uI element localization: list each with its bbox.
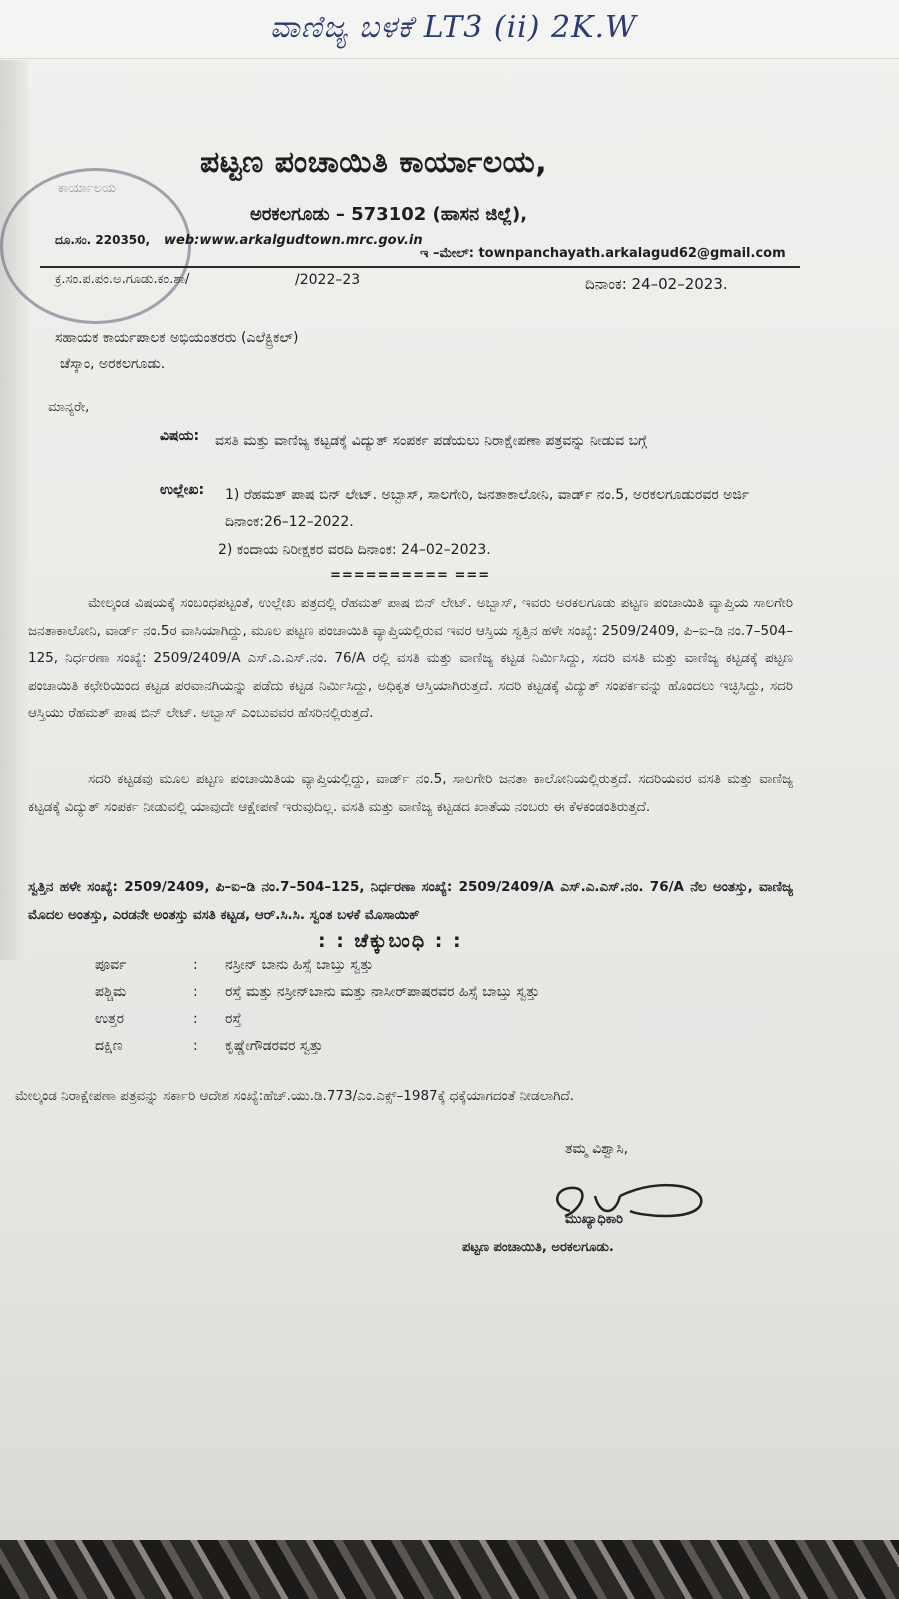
reference-year: /2022–23: [295, 272, 361, 288]
subject-label: ವಿಷಯ:: [160, 428, 200, 444]
header-divider: [40, 266, 800, 268]
email: ಇ –ಮೇಲ್: townpanchayath.arkalagud62@gmail.com: [420, 246, 786, 261]
top-paper-strip: [0, 0, 899, 59]
signatory-title: ಮುಖ್ಯಾಧಿಕಾರಿ: [565, 1212, 624, 1227]
phone-number: ದೂ.ಸಂ. 220350,: [55, 233, 151, 247]
boundary-direction: ದಕ್ಷಿಣ: [95, 1038, 123, 1054]
boundary-direction: ಪೂರ್ವ: [95, 957, 127, 973]
boundary-colon: :: [193, 1011, 198, 1027]
boundary-value: ನಸ್ರೀನ್ ಬಾನು ಹಿಸ್ಸೆ ಬಾಬ್ತು ಸ್ವತ್ತು: [225, 957, 374, 973]
boundary-direction: ಪಶ್ಚಿಮ: [95, 984, 127, 1000]
letter-date: ದಿನಾಂಕ: 24–02–2023.: [585, 275, 728, 293]
salutation: ಮಾನ್ಯರೇ,: [48, 400, 90, 415]
boundary-colon: :: [193, 984, 198, 1000]
office-title: ಪಟ್ಟಣ ಪಂಚಾಯಿತಿ ಕಾರ್ಯಾಲಯ,: [200, 145, 548, 180]
yours-faithfully: ತಮ್ಮ ವಿಶ್ವಾಸಿ,: [565, 1141, 629, 1157]
subject-text: ವಸತಿ ಮತ್ತು ವಾಣಿಜ್ಯ ಕಟ್ಟಡಕ್ಕೆ ವಿದ್ಯುತ್ ಸಂಪರ್ಕ ಪಡೆಯಲು ನಿರಾಕ್ಷೇಪಣಾ ಪತ್ರವನ್ನು ನೀಡುವ ಬಗ್ಗೆ: [215, 433, 647, 449]
body-paragraph-1: ಮೇಲ್ಕಂಡ ವಿಷಯಕ್ಕೆ ಸಂಬಂಧಪಟ್ಟಂತೆ, ಉಲ್ಲೇಖ ಪತ್ರದಲ್ಲಿ ರೆಹಮತ್ ಪಾಷ ಬಿನ್ ಲೇಟ್. ಅಬ್ಬಾಸ್, ಇವರು ಅರಕಲಗೂಡು ಪಟ್ಟಣ ಪಂಚಾಯಿತಿ ವ್ಯಾಪ್ತಿಯ ಸಾಲಗೇರಿ ಜನತಾಕಾಲೋನಿ, ವಾರ್ಡ್ ನಂ.5ರ ವಾಸಿಯಾಗಿದ್ದು, ಮೂಲ ಪಟ್ಟಣ ಪಂಚಾಯಿತಿ ವ್ಯಾಪ್ತಿಯಲ್ಲಿರುವ ಇವರ ಆಸ್ತಿಯ ಸ್ವತ್ತಿನ ಹಳೇ ಸಂಖ್ಯೆ: 2509/2409, ಪಿ–ಐ–ಡಿ ನಂ.7–504–125, ನಿರ್ಧರಣಾ ಸಂಖ್ಯೆ: 2509/2409/A ಎಸ್.ಎ.ಎಸ್.ನಂ. 76/A ರಲ್ಲಿ ವಸತಿ ಮತ್ತು ವಾಣಿಜ್ಯ ಕಟ್ಟಡ ನಿರ್ಮಿಸಿದ್ದು, ಸದರಿ ವಸತಿ ಮತ್ತು ವಾಣಿಜ್ಯ ಕಟ್ಟಡಕ್ಕೆ ಪಟ್ಟಣ ಪಂಚಾಯಿತಿ ಕಛೇರಿಯಿಂದ ಕಟ್ಟಡ ಪರವಾನಗಿಯನ್ನು ಪಡೆದು ಕಟ್ಟಡ ನಿರ್ಮಿಸಿದ್ದು, ಅಧಿಕೃತ ಆಸ್ತಿಯಾಗಿರುತ್ತದೆ. ಸದರಿ ಕಟ್ಟಡಕ್ಕೆ ವಿದ್ಯುತ್ ಸಂಪರ್ಕವನ್ನು ಹೊಂದಲು ಇಚ್ಛಿಸಿದ್ದು, ಸದರಿ ಆಸ್ತಿಯು ರೆಹಮತ್ ಪಾಷ ಬಿನ್ ಲೇಟ್. ಅಬ್ಬಾಸ್ ಎಂಬುವವರ ಹೆಸರಿನಲ್ಲಿರುತ್ತದೆ.: [28, 595, 793, 721]
reference-1: 1) ರೆಹಮತ್ ಪಾಷ ಬಿನ್ ಲೇಟ್. ಅಬ್ಬಾಸ್, ಸಾಲಗೇರಿ, ಜನತಾಕಾಲೋನಿ, ವಾರ್ಡ್ ನಂ.5, ಅರಕಲಗೂಡುರವರ ಅರ್ಜಿ ದಿನಾಂಕ:26–12–2022.: [225, 487, 750, 530]
seal-text: ಕಾರ್ಯಾಲಯ: [58, 181, 117, 196]
office-address: ಅರಕಲಗೂಡು – 573102 (ಹಾಸನ ಜಿಲ್ಲೆ),: [250, 204, 528, 225]
boundary-colon: :: [193, 957, 198, 973]
boundary-value: ರಸ್ತೆ ಮತ್ತು ನಸ್ರೀನ್‌ಬಾನು ಮತ್ತು ನಾಸೀರ್‌ಪಾಷರವರ ಹಿಸ್ಸೆ ಬಾಬ್ತು ಸ್ವತ್ತು: [225, 984, 540, 1000]
closing-statement: ಮೇಲ್ಕಂಡ ನಿರಾಕ್ಷೇಪಣಾ ಪತ್ರವನ್ನು ಸರ್ಕಾರಿ ಆದೇಶ ಸಂಖ್ಯೆ:ಹೆಚ್.ಯು.ಡಿ.773/ಎಂ.ಎಕ್ಸ್–1987ಕ್ಕೆ ಧಕ್ಕೆಯಾಗದಂತೆ ನೀಡಲಾಗಿದೆ.: [15, 1088, 575, 1104]
background-fabric: [0, 1540, 899, 1599]
handwritten-note: ವಾಣಿಜ್ಯ ಬಳಕೆ LT3 (ii) 2K.W: [270, 10, 637, 45]
boundary-colon: :: [193, 1038, 198, 1054]
body-paragraph-2: ಸದರಿ ಕಟ್ಟಡವು ಮೂಲ ಪಟ್ಟಣ ಪಂಚಾಯಿತಿಯ ವ್ಯಾಪ್ತಿಯಲ್ಲಿದ್ದು, ವಾರ್ಡ್ ನಂ.5, ಸಾಲಗೇರಿ ಜನತಾ ಕಾಲೋನಿಯಲ್ಲಿರುತ್ತದೆ. ಸದರಿಯವರ ವಸತಿ ಮತ್ತು ವಾಣಿಜ್ಯ ಕಟ್ಟಡಕ್ಕೆ ವಿದ್ಯುತ್ ಸಂಪರ್ಕ ನೀಡುವಲ್ಲಿ ಯಾವುದೇ ಆಕ್ಷೇಪಣೆ ಇರುವುದಿಲ್ಲ. ವಸತಿ ಮತ್ತು ವಾಣಿಜ್ಯ ಕಟ್ಟಡದ ಖಾತೆಯ ನಂಬರು ಈ ಕೆಳಕಂಡಂತಿರುತ್ತದೆ.: [28, 771, 793, 815]
reference-2: 2) ಕಂದಾಯ ನಿರೀಕ್ಷಕರ ವರದಿ ದಿನಾಂಕ: 24–02–2023.: [218, 542, 491, 558]
boundary-value: ಕೃಷ್ಣೇಗೌಡರವರ ಸ್ವತ್ತು: [225, 1038, 323, 1054]
references-label: ಉಲ್ಲೇಖ:: [160, 482, 205, 498]
reference-number: ಕ್ರ.ಸಂ.ಪ.ಪಂ.ಅ.ಗೂಡು.ಕಂ.ಶಾ/: [55, 272, 190, 287]
boundary-direction: ಉತ್ತರ: [95, 1011, 124, 1027]
property-details: ಸ್ವತ್ತಿನ ಹಳೇ ಸಂಖ್ಯೆ: 2509/2409, ಪಿ–ಐ–ಡಿ ನಂ.7–504–125, ನಿರ್ಧರಣಾ ಸಂಖ್ಯೆ: 2509/2409/A ಎಸ್.ಎ.ಎಸ್.ನಂ. 76/A ನೆಲ ಅಂತಸ್ತು, ವಾಣಿಜ್ಯ ಮೊದಲ ಅಂತಸ್ತು, ಎರಡನೇ ಅಂತಸ್ತು ವಸತಿ ಕಟ್ಟಡ, ಆರ್.ಸಿ.ಸಿ. ಸ್ವಂತ ಬಳಕೆ ಮೊಸಾಯಿಕ್: [28, 879, 793, 923]
addressee-line1: ಸಹಾಯಕ ಕಾರ್ಯಪಾಲಕ ಅಭಿಯಂತರರು (ಎಲೆಕ್ಟ್ರಿಕಲ್): [55, 330, 299, 346]
separator-line: ========== ===: [330, 568, 491, 583]
website: web:www.arkalgudtown.mrc.gov.in: [164, 233, 423, 248]
boundary-value: ರಸ್ತೆ: [225, 1011, 242, 1027]
signatory-designation: ಪಟ್ಟಣ ಪಂಚಾಯಿತಿ, ಅರಕಲಗೂಡು.: [462, 1240, 614, 1255]
boundaries-title: : : ಚೆಕ್ಕುಬಂಧಿ : :: [318, 930, 463, 952]
addressee-line2: ಚೆಸ್ಕಾಂ, ಅರಕಲಗೂಡು.: [60, 356, 166, 372]
